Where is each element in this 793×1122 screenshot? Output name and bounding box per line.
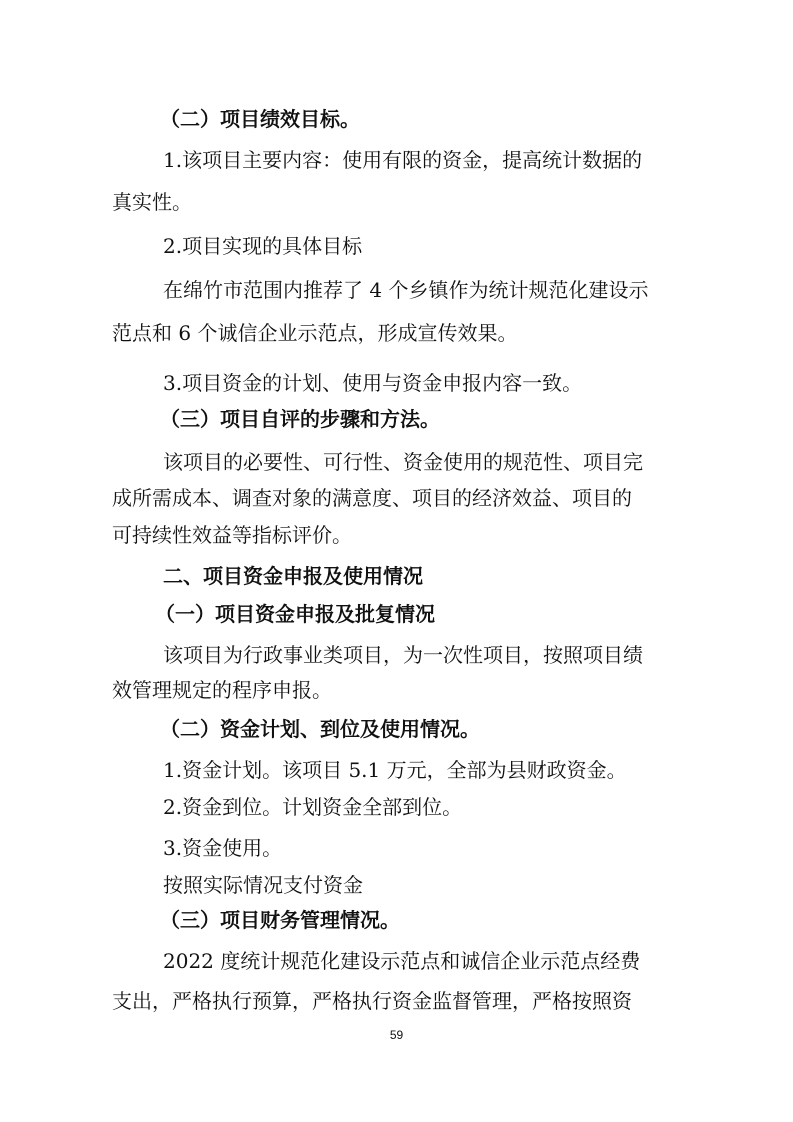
- paragraph-line: 2.资金到位。计划资金全部到位。: [163, 795, 463, 819]
- paragraph-line: 该项目为行政事业类项目，为一次性项目，按照项目绩: [163, 643, 643, 667]
- section-heading-fund-plan: （二）资金计划、到位及使用情况。: [160, 717, 480, 741]
- section-heading-fund-application: （一）项目资金申报及批复情况: [155, 602, 435, 626]
- section-heading-financial-management: （三）项目财务管理情况。: [160, 908, 400, 932]
- paragraph-line: 可持续性效益等指标评价。: [112, 523, 352, 547]
- paragraph-line: 2022 度统计规范化建设示范点和诚信企业示范点经费: [163, 949, 641, 973]
- paragraph-line: 效管理规定的程序申报。: [112, 678, 332, 702]
- paragraph-line: 成所需成本、调查对象的满意度、项目的经济效益、项目的: [112, 486, 632, 510]
- paragraph-line: 3.资金使用。: [163, 836, 283, 860]
- section-heading-self-evaluation: （三）项目自评的步骤和方法。: [160, 407, 440, 431]
- section-heading-performance-goals: （二）项目绩效目标。: [160, 107, 360, 131]
- paragraph-line: 3.项目资金的计划、使用与资金申报内容一致。: [163, 371, 583, 395]
- paragraph-line: 1.该项目主要内容：使用有限的资金，提高统计数据的: [163, 148, 643, 172]
- paragraph-line: 在绵竹市范围内推荐了 4 个乡镇作为统计规范化建设示: [163, 278, 649, 302]
- paragraph-line: 支出，严格执行预算，严格执行资金监督管理，严格按照资: [112, 989, 632, 1013]
- paragraph-line: 2.项目实现的具体目标: [163, 234, 363, 258]
- paragraph-line: 该项目的必要性、可行性、资金使用的规范性、项目完: [163, 450, 643, 474]
- paragraph-line: 真实性。: [112, 190, 192, 214]
- page-number: 59: [389, 1028, 404, 1042]
- paragraph-line: 按照实际情况支付资金: [163, 873, 363, 897]
- paragraph-line: 范点和 6 个诚信企业示范点，形成宣传效果。: [112, 321, 518, 345]
- paragraph-line: 1.资金计划。该项目 5.1 万元，全部为县财政资金。: [163, 758, 627, 782]
- chapter-heading-funds: 二、项目资金申报及使用情况: [163, 564, 423, 588]
